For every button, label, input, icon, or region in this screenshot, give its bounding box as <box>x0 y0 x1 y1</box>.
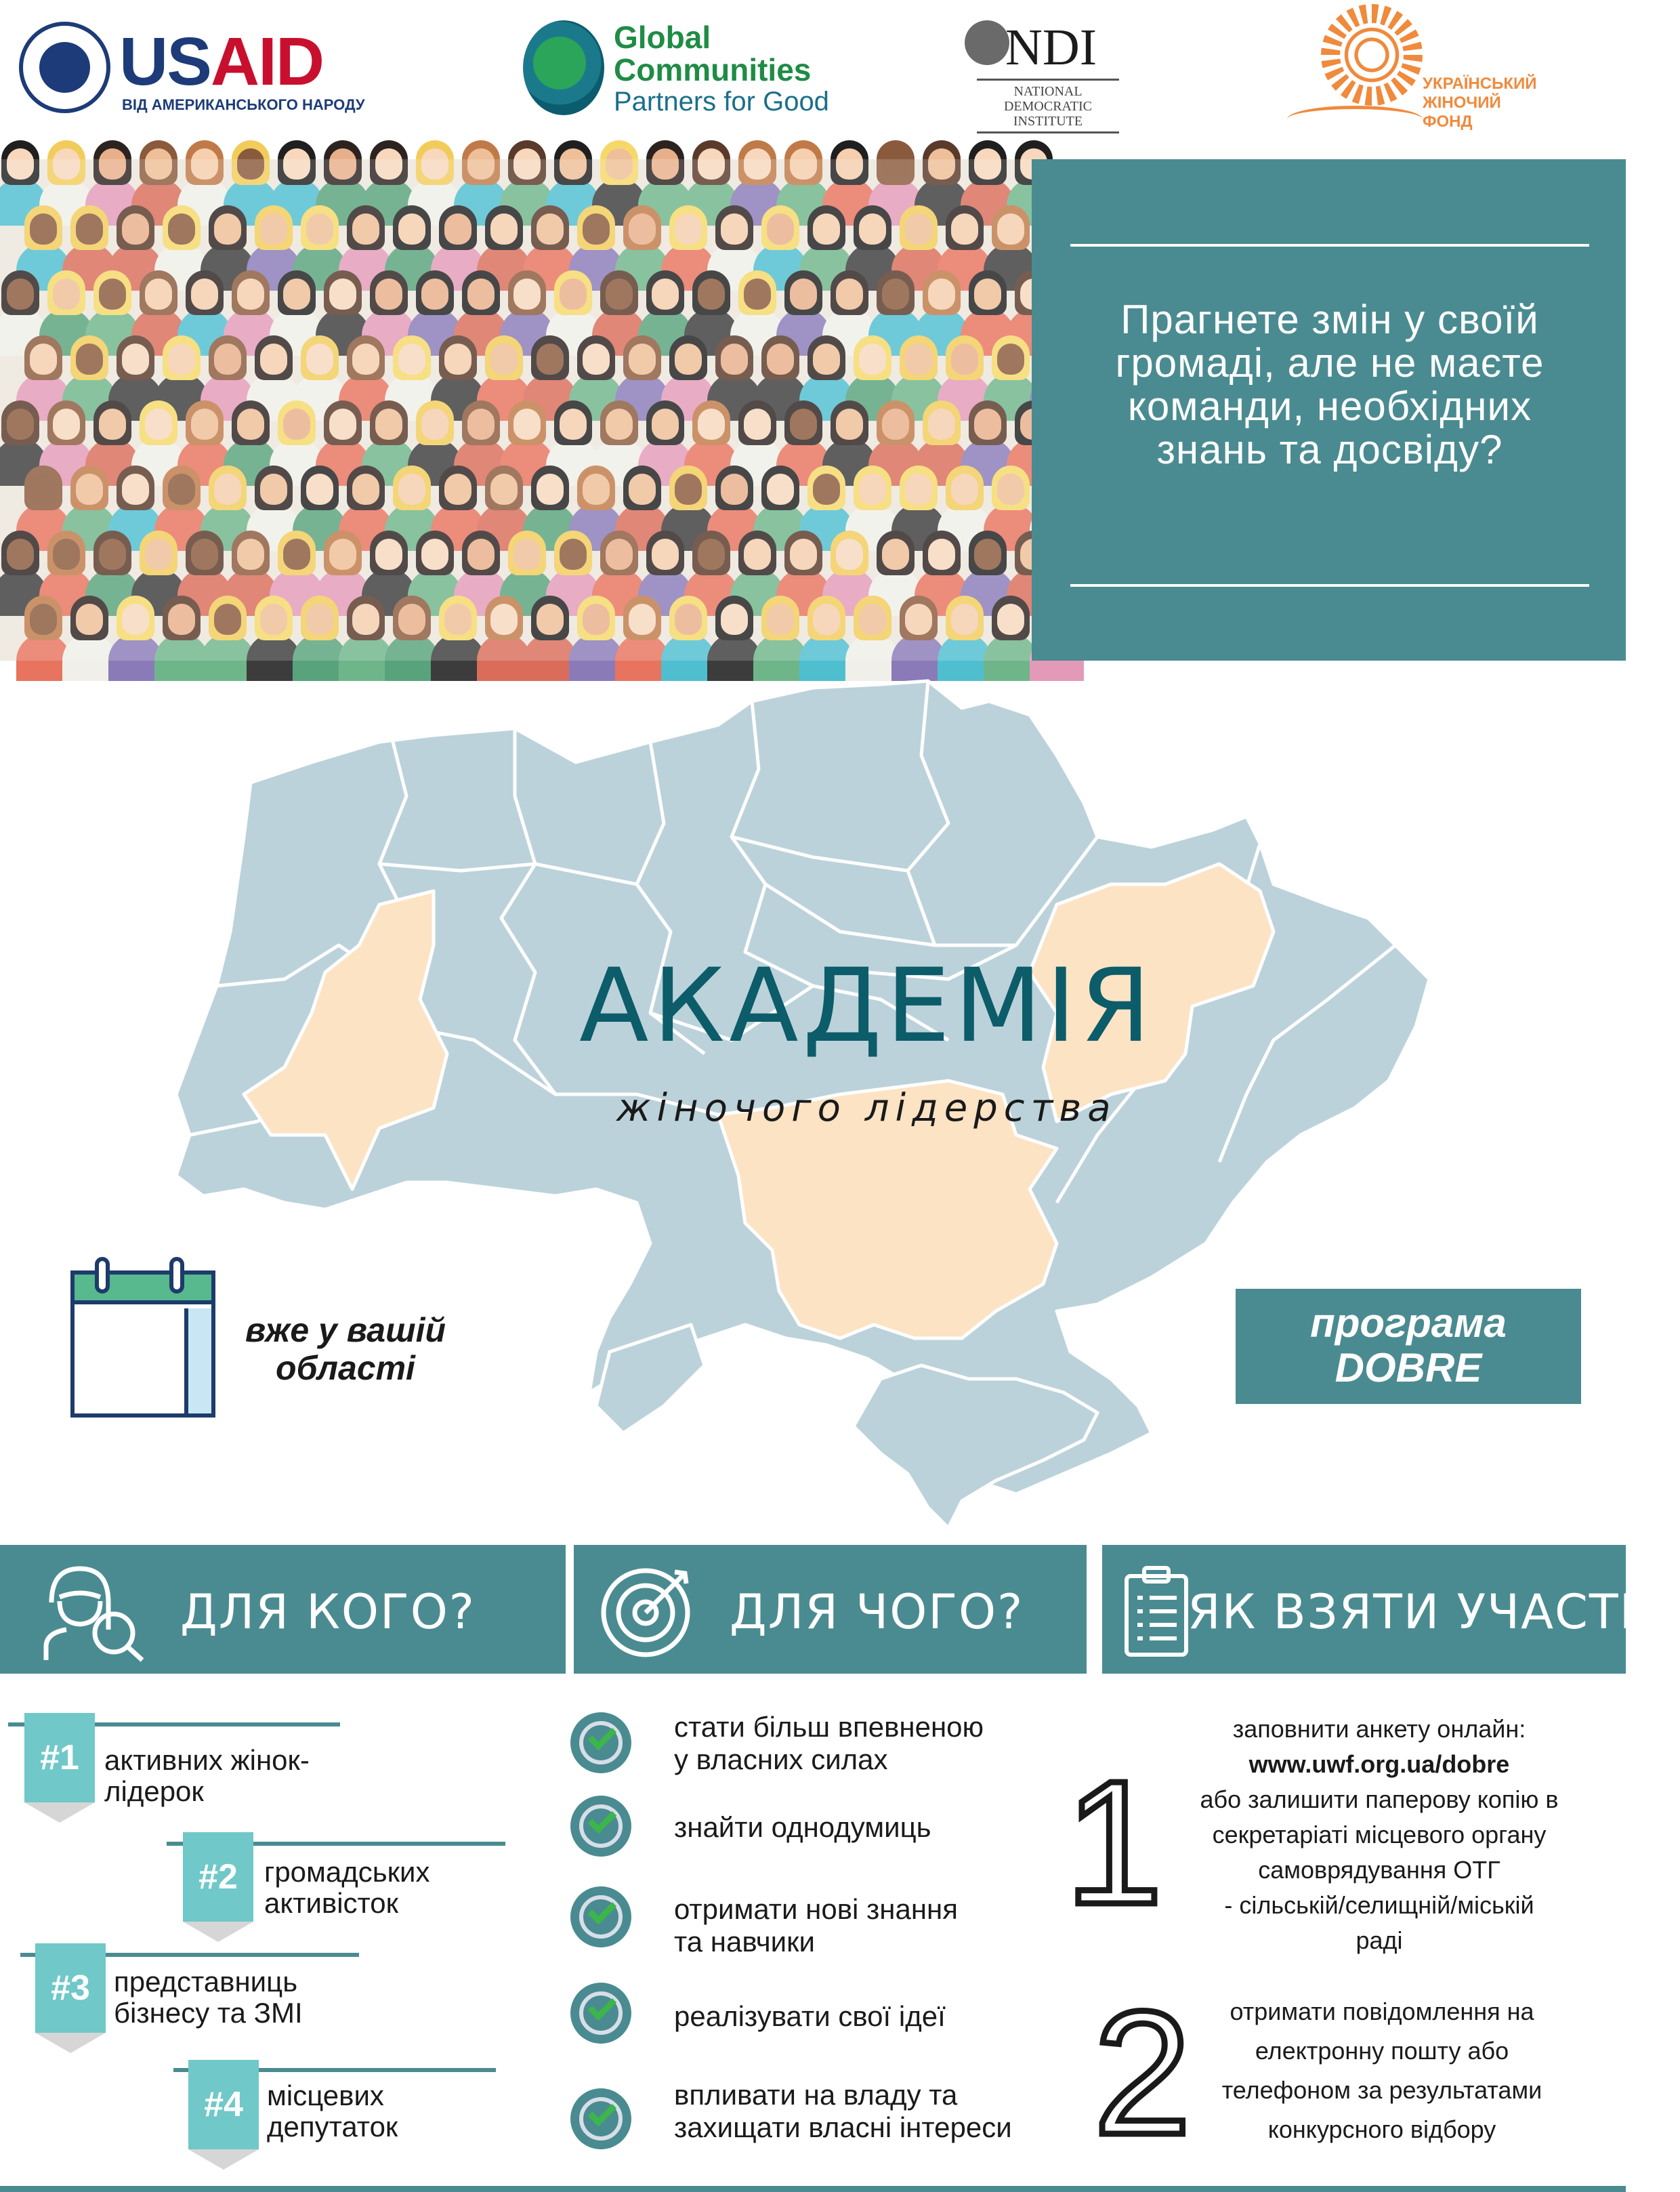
divider <box>1070 584 1589 587</box>
crowd-of-women-illustration <box>0 159 1032 661</box>
tag-1: #1 <box>24 1713 95 1802</box>
goal-item-3: отримати нові знання та навчики <box>674 1893 958 1958</box>
who-item-3: представниць бізнесу та ЗМІ <box>114 1966 303 2029</box>
target-icon <box>597 1560 698 1661</box>
hero-question-panel <box>1032 159 1626 661</box>
goal-item-2: знайти однодумиць <box>674 1811 931 1843</box>
tag-4: #4 <box>188 2060 259 2149</box>
application-link[interactable]: www.uwf.org.ua/dobre <box>1248 1750 1510 1778</box>
section-title-who: ДЛЯ КОГО? <box>180 1584 476 1640</box>
usaid-seal-icon <box>19 22 110 113</box>
footer-rule <box>0 2186 1626 2192</box>
who-item-2: громадських активісток <box>264 1856 430 1919</box>
section-header-who <box>0 1545 566 1674</box>
usaid-logo <box>19 16 365 113</box>
clipboard-icon <box>1122 1564 1190 1659</box>
ndi-subtitle: NATIONAL DEMOCRATIC INSTITUTE <box>1003 84 1092 129</box>
tag-2: #2 <box>183 1832 253 1922</box>
uwf-wordmark: УКРАЇНСЬКИЙ ЖІНОЧИЙ ФОНД <box>1423 75 1537 131</box>
sunflower-icon <box>1321 4 1423 106</box>
hero-question: Прагнете змін у своїй громаді, але не маєте команди, необхідних знань та досвіду? <box>1115 297 1545 472</box>
ndi-logo: NDI NATIONAL DEMOCRATIC INSTITUTE <box>965 20 1134 136</box>
ndi-globe-icon <box>965 20 1009 65</box>
step-1-text: заповнити анкету онлайн: www.uwf.org.ua/dobre або залишити паперову копію в секретаріаті місцевого органу самоврядування ОТГ - сільській/селищній/міській раді <box>1200 1715 1559 1954</box>
tag-3: #3 <box>35 1943 106 2033</box>
goal-item-1: стати більш впевненою у власних силах <box>674 1711 984 1775</box>
section-title-why: ДЛЯ ЧОГО? <box>730 1584 1024 1640</box>
usaid-wordmark: USAID <box>119 24 324 100</box>
calendar-label: вже у вашій області <box>245 1311 446 1387</box>
divider <box>1070 244 1589 247</box>
step-number-1: 1 <box>1065 1745 1163 1941</box>
checkmark-icon <box>570 1983 631 2044</box>
global-communities-logo: Global Communities Partners for Good <box>523 20 835 115</box>
globe-icon <box>523 20 604 115</box>
academy-title: АКАДЕМІЯ <box>579 947 1155 1065</box>
goal-item-4: реалізувати свої ідеї <box>674 2000 946 2032</box>
goal-item-5: впливати на владу та захищати власні інтереси <box>674 2079 1012 2143</box>
usaid-tagline: ВІД АМЕРИКАНСЬКОГО НАРОДУ <box>122 96 365 113</box>
step-number-2: 2 <box>1093 1975 1192 2172</box>
ukraine-map-section <box>0 661 1626 1542</box>
section-header-why <box>574 1545 1087 1674</box>
academy-subtitle: жіночого лідерства <box>616 1086 1117 1130</box>
woman-search-icon <box>33 1562 148 1663</box>
checkmark-icon <box>570 1712 631 1773</box>
checkmark-icon <box>570 1796 631 1857</box>
section-title-how: ЯК ВЗЯТИ УЧАСТЬ? <box>1188 1584 1680 1640</box>
who-item-1: активних жінок- лідерок <box>104 1744 310 1807</box>
partner-logos-bar <box>0 0 1626 152</box>
calendar-icon <box>70 1270 215 1418</box>
program-badge: програма DOBRE <box>1236 1289 1581 1404</box>
checkmark-icon <box>570 1886 631 1947</box>
step-2-text: отримати повідомлення на електронну пошту або телефоном за результатами конкурсного відбору <box>1221 1998 1542 2143</box>
who-item-4: місцевих депутаток <box>267 2080 398 2143</box>
checkmark-icon <box>570 2088 631 2149</box>
section-header-how <box>1102 1545 1680 1674</box>
ukrainian-womens-fund-logo <box>1287 4 1545 140</box>
